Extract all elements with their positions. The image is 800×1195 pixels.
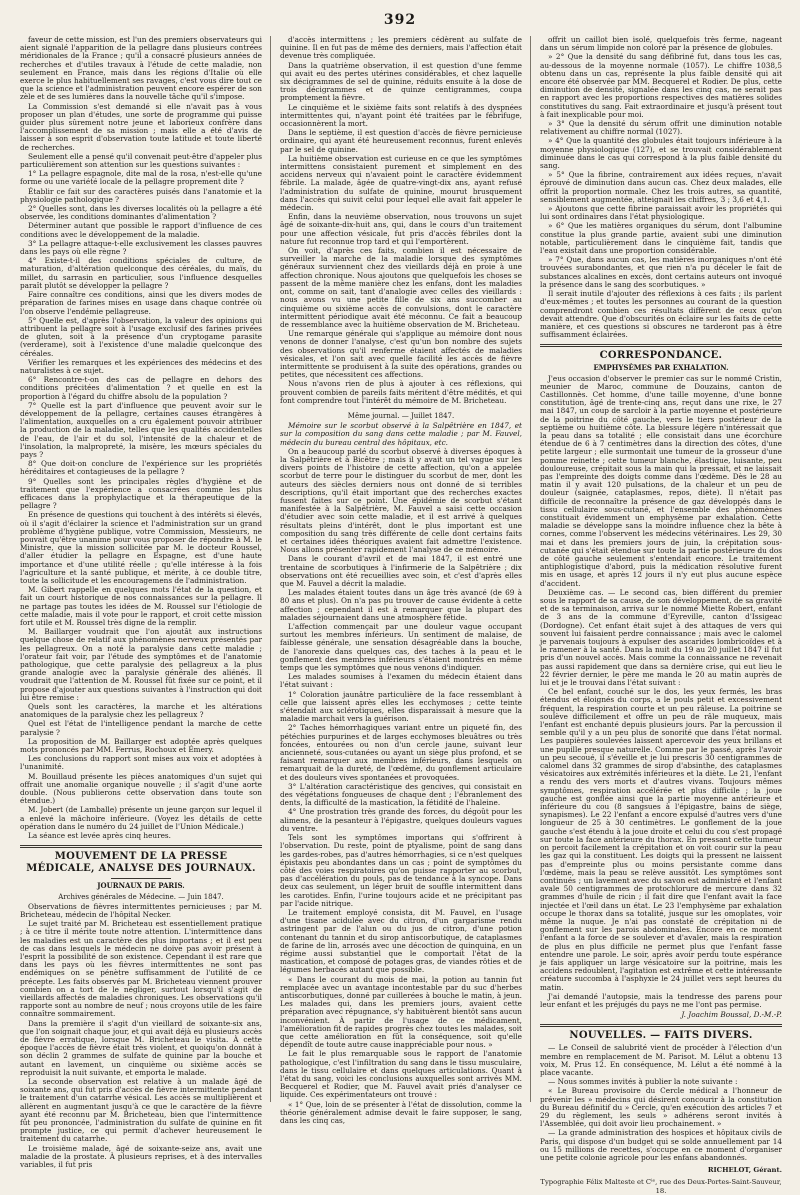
paragraph: 2° Quelles sont, dans les diverses localités où la pellagre a été observée, les conditions dominantes d'alimentation ? <box>20 204 262 222</box>
letter-signature: J. Joachim Boussal, D.-M.-P. <box>681 1010 782 1020</box>
paragraph: On a beaucoup parlé du scorbut observé à diverses époques à la Salpêtrière et à Bicêtre ; mais il y avait un tel vague sur les divers points de l'histoire de cette affection, qu'on a appelée scorbut de terre pour le distinguer du scorbut de mer, dont les auteurs des siècles derniers nous ont donné de si terribles descriptions, qu'il était important que des recherches exactes fussent faites sur ce point. Une épidémie de scorbut s'étant manifestée à la Salpêtrière, M. Fauvel a saisi cette occasion d'étudier avec soin cette maladie, et il est arrivé à quelques résultats pleins d'intérêt, dont le plus important est une composition du sang très différente de celle dont certains faits et certaines idées théoriques avaient fait admettre l'existence. Nous allons présenter rapidement l'analyse de ce mémoire. <box>280 446 522 555</box>
paragraph: » 2° Que la densité du sang défibriné fut, dans tous les cas, au-dessous de la moyenne normale (1057). Le chiffre 1038,5 obtenu dans un cas, représente la plus faible densité qui ait encore été observée par MM. Becquerel et Rodier. De plus, cette diminution de densité, signalée dans les cinq cas, ne serait pas en rapport avec les proportions respectives des matières solides constitutives du sang. Fait extraordinaire et jusqu'à présent tout à fait inexplicable pour moi. <box>540 52 782 119</box>
paragraph: Déterminer autant que possible le rapport d'influence de ces conditions avec le développement de la maladie. <box>20 221 262 239</box>
paragraph: Deuxième cas. — Le second cas, bien différent du premier sous le rapport de sa cause, de son développement, de sa gravité et de sa terminaison, arriva sur le nommé Miette Robert, enfant de 3 ans de la commune d'Eyreville, canton d'Issigeac (Dordogne). Cet enfant était sujet à des attaques de vers qui souvent lui faisaient perdre connaissance ; mais avec le calomel je parvenais toujours à expulser des ascarides lombricoïdes et à le ramener à la santé. Dans la nuit du 19 au 20 juillet 1847 il fut pris d'un nouvel accès. Mais comme la connaissance ne revenait pas aussi rapidement que dans sa dernière crise, qui eut lieu le 22 février dernier, le père me manda le 20 au matin auprès de lui et je le trouvai dans l'état suivant : <box>540 587 782 688</box>
paragraph: Établir ce fait sur des caractères puisés dans l'anatomie et la physiologie pathologique ? <box>20 186 262 204</box>
paragraph: Le troisième malade, âgé de soixante-seize ans, avait une maladie de la prostate. À plusieurs reprises, et à des intervalles variables, il fut pris <box>20 1143 262 1169</box>
paragraph: Le fait le plus remarquable sous le rapport de l'anatomie pathologique, c'est l'infiltration du sang dans le tissu musculaire, dans le tissu cellulaire et dans quelques articulations. Quant à l'état du sang, voici les conclusions auxquelles sont arrivés MM. Becquerel et Rodier, que M. Fauvel avait priés d'analyser ce liquide. Ces expérimentateurs ont trouvé : <box>280 1049 522 1100</box>
paragraph: En présence de questions qui touchent à des intérêts si élevés, où il s'agit d'éclairer la science et l'administration sur un grand problème d'hygiène publique, votre Commission, Messieurs, ne pouvait qu'être unanime pour vous proposer de répondre à M. le Ministre, que la mission sollicitée par M. le docteur Roussel, d'aller étudier la pellagre en Espagne, est d'une haute importance et d'une utilité réelle ; qu'elle intéresse à la fois l'agriculture et la santé publique, et mérite, à ce double titre, toute la sollicitude et les encouragemens de l'administration. <box>20 510 262 585</box>
correspondence-subtitle: EMPHYSÈMES PAR EXHALATION. <box>593 363 729 373</box>
paragraph: » 6° Que les matières organiques du sérum, dont l'albumine constitue la plus grande partie, avaient subi une diminution notable, particulièrement dans le cinquième fait, tandis que l'eau existait dans une proportion considérable. <box>540 221 782 256</box>
paragraph: Le traitement employé consista, dit M. Fauvel, en l'usage d'une tisane acidulée avec du citron, d'un gargarisme rendu astringent par de l'alun ou du jus de citron, d'une potion contenant du tannin et du sirop antiscorbutique, de cataplasmes de farine de lin, arrosés avec une décoction de quinquina, en un régime aussi substantiel que le comportait l'état de la mastication, et composé de potages gras, de viandes rôties et de légumes herbacés autant que possible. <box>280 907 522 975</box>
paragraph: — Le Conseil de salubrité vient de procéder à l'élection d'un membre en remplacement de M. Parisot. M. Lélut a obtenu 13 voix, M. Prus 12. En conséquence, M. Lélut a été nommé à la place vacante. <box>540 1043 782 1077</box>
news-title: NOUVELLES. — FAITS DIVERS. <box>569 1030 753 1042</box>
paragraph: 5° Quelle est, d'après l'observation, la valeur des opinions qui attribuent la pellagre soit à l'usage exclusif des farines privées de gluten, soit à la présence d'un cryptogame parasite (verderame), soit à l'existence d'une maladie quelconque des céréales. <box>20 315 262 358</box>
paragraph: J'eus occasion d'observer le premier cas sur le nommé Cristin, meunier de Maroc, commune de Douzains, canton de Castillonnès. Cet homme, d'une taille moyenne, d'une bonne constitution, âgé de trente-cinq ans, reçut dans une rixe, le 27 mai 1847, un coup de sarcloir à la partie moyenne et postérieure de la poitrine du côté gauche, vers le tiers postérieur de la septième ou huitième côte. La blessure légère n'intéressait que la peau dans sa totalité ; elle consistait dans une écorchure étendue de 6 à 7 centimètres dans la direction des côtes, d'une petite largeur ; elle surmontait une tumeur de la grosseur d'une pomme reinette ; cette tumeur blanche, élastique, luisante, peu douloureuse, crépitait sous la main qui la pressait, et ne laissait pas l'empreinte des doigts comme dans l'œdème. Dès le 28 au matin il y avait 120 pulsations, de la chaleur et un peu de douleur (saignée, cataplasmes, repos, diète). Il n'était pas difficile de reconnaître la présence de gaz développés dans le tissu cellulaire sous-cutané, et l'ensemble des phénomènes constituait évidemment un emphysème par exhalation. Cette maladie se développe sans la moindre influence chez la bête à cornes, comme l'observent les médecins vétérinaires. Les 29, 30 mai et dans les premiers jours de juin, la crépitation sous-cutanée qui s'était étendue sur toute la partie postérieure du dos de côté gauche seulement s'entendait encore. Le traitement antiphlogistique d'abord, puis la médication résolutive furent mis en usage, et après 12 jours il n'y eut plus aucune espèce d'accident. <box>540 373 782 588</box>
paragraph: Les conclusions du rapport sont mises aux voix et adoptées à l'unanimité. <box>20 754 262 772</box>
journal-source: Archives générales de Médecine. — Juin 1847. <box>58 892 224 901</box>
paragraph: » 5° Que la fibrine, contrairement aux idées reçues, n'avait éprouvé de diminution dans aucun cas. Chez deux malades, elle offrit la proportion normale. Chez les trois autres, sa quantité, sensiblement augmentée, atteignait les chiffres, 3 ; 3,6 et 4,1. <box>540 170 782 204</box>
paragraph: L'affection commençait par une douleur vague occupant surtout les membres inférieurs. Un sentiment de malaise, de faiblesse générale, une sensation désagréable dans la bouche, de l'anorexie dans quelques cas, des taches à la peau et le gonflement des membres inférieurs s'étaient montrés en même temps que les symptômes que nous venons d'indiquer. <box>280 622 522 673</box>
page-number: 392 <box>383 12 417 28</box>
paragraph: Il serait inutile d'ajouter des réflexions à ces faits ; ils parlent d'eux-mêmes ; et toutes les personnes au courant de la question comprendront combien ces résultats diffèrent de ceux qu'on devait attendre. Que d'obscurités on éclaire sur les faits de cette manière, et ces questions si obscures ne tarderont pas à être suffisamment éclairées. <box>540 289 782 340</box>
paragraph: Quel est l'état de l'intelligence pendant la marche de cette paralysie ? <box>20 719 262 737</box>
paragraph: « Le Bureau provisoire du Cercle médical a l'honneur de prévenir les » médecins qui désirent concourir à la constitution du Bureau définitif du » Cercle, qu'en exécution des articles 7 et 29 du règlement, les seuls » adhérens seront invités à l'Assemblée, qui doit avoir lieu prochainement. » <box>540 1086 782 1129</box>
paragraph: 3° L'altération caractéristique des gencives, qui consistait en des végétations fongueuses de chaque dent ; l'ébranlement des dents, la difficulté de la mastication, la fétidité de l'haleine. <box>280 781 522 808</box>
paragraph: La séance est levée après cinq heures. <box>28 831 171 841</box>
paragraph: Dans le courant d'avril et de mai 1847, il est entré une trentaine de scorbutiques à l'infirmerie de la Salpêtrière ; dix observations ont été recueillies avec soin, et c'est d'après elles que M. Fauvel a décrit la maladie. <box>280 554 522 588</box>
paragraph: Dans la quatrième observation, il est question d'une femme qui avait eu des pertes utérines considérables, et chez laquelle six décigrammes de sel de quinine, réduits ensuite à la dose de trois décigrammes et de quinze centigrammes, coupa promptement la fièvre. <box>280 60 522 103</box>
paragraph: Dans la première il s'agit d'un vieillard de soixante-six ans, que l'on soignait chaque jour, et qui avait déjà eu plusieurs accès de fièvre erratique, lorsque M. Bricheteau le visita. À cette époque l'accès de fièvre était très violent, et quoiqu'on donnât à son déclin 2 grammes de sulfate de quinine par la bouche et autant en lavement, un cinquième ou sixième accès se reproduisit la nuit suivante, et emporta le malade. <box>20 1018 262 1077</box>
column-divider <box>270 36 271 1102</box>
paragraph: Observations de fièvres intermittentes pernicieuses ; par M. Bricheteau, médecin de l'hôpital Necker. <box>20 901 262 919</box>
paragraph: » 7° Que, dans aucun cas, les matières inorganiques n'ont été trouvées surabondantes, et que rien n'a pu déceler le fait de substances alcalines en excès, dont certains auteurs ont invoqué la présence dans le sang des scorbutiques. » <box>540 255 782 289</box>
paragraph: 8° Que doit-on conclure de l'expérience sur les propriétés héréditaires et contagieuses de la pellagre ? <box>20 459 262 477</box>
paragraph: Vérifier les remarques et les expériences des médecins et des naturalistes à ce sujet. <box>20 357 262 375</box>
paragraph: La huitième observation est curieuse en ce que les symptômes intermittens consistaient purement et simplement en des accidens nerveux qui n'avaient point le caractère évidemment fébrile. La malade, âgée de quatre-vingt-dix ans, ayant refusé l'administration du sulfate de quinine, mourut brusquement dans l'accès qui suivit celui pour lequel elle avait fait appeler le médecin. <box>280 153 522 213</box>
column-3 <box>540 35 782 1195</box>
correspondence-letter <box>540 375 782 1010</box>
manager-signature: RICHELOT, Gérant. <box>707 1166 782 1175</box>
printer-imprint: Typographie Félix Malteste et Cⁱᵉ, rue des Deux-Portes-Saint-Sauveur, 18. <box>540 1178 782 1195</box>
paragraph: » 4° Que la quantité des globules était toujours inférieure à la moyenne physiologique (127), et se trouvait considérablement diminuée dans le cas qui correspond à la plus faible densité du sang. <box>540 136 782 171</box>
memoire-title: Mémoire sur le scorbut observé à la Salpêtrière en 1847, et sur la composition du sang dans cette maladie ; par M. Fauvel, médecin du bureau central des hôpitaux, etc. <box>280 421 522 447</box>
paragraph: — La grande administration des hospices et hôpitaux civils de Paris, qui dispose d'un budget qui se solde annuellement par 14 ou 15 millions de recettes, s'occupe en ce moment d'organiser une petite colonie agricole pour les enfans abandonnés. <box>540 1128 782 1162</box>
news-items <box>540 1044 782 1162</box>
paragraph: M. Jobert (de Lamballe) présente un jeune garçon sur lequel il a enlevé la mâchoire inférieure. (Voyez les détails de cette opération dans le numéro du 24 juillet de l'Union Médicale.) <box>20 805 262 831</box>
paragraph: Faire connaître ces conditions, ainsi que les divers modes de préparation de farines mises en usage dans chaque contrée où l'on observe l'endémie pellagreuse. <box>20 290 262 316</box>
paragraph: Le sujet traité par M. Bricheteau est essentiellement pratique ; à ce titre il mérite toute notre attention. L'intermittence dans les maladies est un caractère des plus importans ; et il est peu de cas dans lesquels le médecin ne doive pas avoir présent à l'esprit la possibilité de son existence. Cependant il est rare que dans les pays où les fièvres intermittentes ne sont pas endémiques on se pénètre suffisamment de l'utilité de ce précepte. Les faits observés par M. Bricheteau viennent prouver combien on a tort de le négliger, surtout lorsqu'il s'agit de vieillards affectés de maladies chroniques. Les observations qu'il rapporte sont au nombre de neuf ; nous croyons utile de les faire connaître sommairement. <box>20 919 262 1019</box>
paragraph: — Nous sommes invités à publier la note suivante : <box>548 1077 738 1087</box>
section-rule <box>20 845 262 848</box>
paragraph: La Commission s'est demandé si elle n'avait pas à vous proposer un plan d'études, une sorte de programme qui puisse guider plus sûrement notre jeune et laborieux confrère dans l'accomplissement de sa mission ; mais elle a été d'avis de laisser à son esprit d'observation toute latitude et toute liberté de recherches. <box>20 101 262 152</box>
column-divider <box>530 36 531 1102</box>
paragraph: La proposition de M. Baillarger est adoptée après quelques mots prononcés par MM. Ferrus, Rochoux et Émery. <box>20 736 262 755</box>
paragraph: 3° La pellagre attaque-t-elle exclusivement les classes pauvres dans les pays où elle règne ? <box>20 238 262 257</box>
paragraph: Le cinquième et le sixième faits sont relatifs à des dyspnées intermittentes qui, n'ayant point été traitées par le fébrifuge, occasionnèrent la mort. <box>280 102 522 129</box>
paragraph: 1° La pellagre espagnole, dite mal de la rosa, n'est-elle qu'une forme ou une variété locale de la pellagre proprement dite ? <box>20 169 262 187</box>
paragraph: » Ajoutons que cette fibrine paraissait avoir les propriétés qui lui sont ordinaires dans l'état physiologique. <box>540 204 782 222</box>
column-2 <box>280 35 522 1125</box>
short-rule <box>111 878 171 879</box>
paragraph: offrit un caillot bien isolé, quelquefois très ferme, nageant dans un sérum limpide non coloré par la présence de globules. <box>540 35 782 53</box>
paragraph: 2° Taches hémorrhagiques variant entre un piqueté fin, des pétéchies purpurines et de larges ecchymoses bleuâtres ou très foncées, entourées ou non d'un cercle jaune, suivant leur ancienneté, sous-cutanées ou ayant un siège plus profond, et se faisant remarquer aux membres inférieurs, dans lesquels on remarquait de la dureté, de l'œdème, du gonflement articulaire et des douleurs vives spontanées et provoquées. <box>280 723 522 782</box>
paragraph: M. Bouillaud présente les pièces anatomiques d'un sujet qui offrait une anomalie organique nouvelle ; il s'agit d'une aorte double. (Nous publierons cette observation dans toute son étendue.) <box>20 771 262 806</box>
paragraph: » 3° Que la densité du sérum offrit une diminution notable relativement au chiffre normal (1027). <box>540 119 782 137</box>
paragraph: faveur de cette mission, est l'un des premiers observateurs qui aient signalé l'apparition de la pellagre dans plusieurs contrées méridionales de la France ; qu'il a consacré plusieurs années de recherches et d'utiles travaux à l'étude de cette maladie, non seulement en France, mais dans les régions d'Italie où elle exerce le plus habituellement ses ravages, c'est vous dire tout ce que la science et l'administration peuvent encore espérer de son zèle et de ses lumières dans la nouvelle tâche qu'il s'impose. <box>20 35 262 102</box>
journal-line: Même journal. — Juillet 1847. <box>347 411 455 420</box>
column-1 <box>20 35 262 1169</box>
paragraph: Ce bel enfant, couché sur le dos, les yeux fermés, les bras étendus et éloignés du corps, a le pouls petit et excessivement fréquent, la respiration courte et un peu râleuse. La poitrine se soulève difficilement et offre un peu de râle muqueux, mais l'enfant est enchanté depuis plusieurs jours. Par la percussion il semble qu'il y a un peu plus de sonorité que dans l'état normal. Les paupières soulevées laissent apercevoir des yeux brillans et une pupille presque naturelle. Comme par le passé, après l'avoir un peu secoué, il s'éveille et je lui prescris 30 centigrammes de calomel dans 32 grammes de sirop d'absinthe, des cataplasmes vésicatoires aux extrémités inférieures et la diète. Le 21, l'enfant a rendu des vers morts et d'autres vivans. Toujours mêmes symptômes, respiration accélérée et plus difficile ; la joue gauche est gonflée ainsi que la partie moyenne antérieure et inférieure du cou (8 sangsues à l'épigastre, bains de siège, synapismes). Le 22 l'enfant a encore expulsé d'autres vers d'une longueur de 25 à 30 centimètres. Le gonflement de la joue gauche s'est étendu à la joue droite et celui du cou s'est propagé sur toute la face antérieure du thorax. En pressant cette tumeur on percoit facilement la crépitation et on voit courir sur la peau les gaz qui la constituent. Les doigts qui la pressent ne laissent pas d'empreinte plus ou moins persistante comme dans l'œdème, mais la peau se relève aussitôt. Les symptômes sont continués ; un lavement avec du savon est administré et l'enfant avale 50 centigrammes de protochlorure de mercure dans 32 grammes d'huile de ricin ; il fait dire que l'enfant avait la face injectée et l'œil dans un état. Le 23 l'emphysème par exhalation occupe le thorax dans sa totalité, jusque sur les omoplates, voir même la nuque. Je n'ai pas constaté de crépitation ni de gonflement sur les parois abdominales. Encore en ce moment l'enfant a la force de se soulever et d'avaler, mais la respiration de plus en plus difficile ne permet plus que l'enfant fasse entendre une parole. Le soir, après avoir perdu toute espérance je fais appliquer un large vésicatoire sur la poitrine, mais les accidens redoublent, l'agitation est extrême et cette intéressante créature succomba à l'asphyxie le 24 juillet vers sept heures du matin. <box>540 687 782 992</box>
paragraph: Quels sont les caractères, la marche et les altérations anatomiques de la paralysie chez les pellagreux ? <box>20 702 262 720</box>
paragraph: Tels sont les symptômes importans qui s'offrirent à l'observation. Du reste, point de ptyalisme, point de sang dans les gardes-robes, pas d'autres hémorrhagies, si ce n'est quelques épistaxis peu abondantes dans un cas ; point de symptômes du côté des voies respiratoires qu'on puisse rapporter au scorbut, pas d'accélération du pouls, pas de tendance à la syncope. Dans deux cas seulement, un léger bruit de souffle intermittent dans les carotides. Enfin, l'urine toujours acide et ne précipitant pas par l'acide nitrique. <box>280 833 522 908</box>
press-section-subtitle: JOURNAUX DE PARIS. <box>97 881 185 891</box>
paragraph: Les malades soumises à l'examen du médecin étaient dans l'état suivant : <box>280 672 522 690</box>
paragraph: d'accès intermittens ; les premiers cédèrent au sulfate de quinine. Il en fut pas de même des derniers, mais l'affection était devenue très compliquée. <box>280 35 522 61</box>
paragraph: M. Baillarger voudrait que l'on ajoutât aux instructions quelque chose de relatif aux phénomènes nerveux présentés par les pellagreux. On a noté la paralysie dans cette maladie ; l'orateur fait voir, par l'étude des symptômes et de l'anatomie pathologique, que cette paralysie des pellagreux a la plus grande analogie avec la paralysie générale des aliénés. Il voudrait que l'attention de M. Roussel fût fixée sur ce point, et il propose d'ajouter aux questions suivantes à l'instruction qui doit lui être remise : <box>20 627 262 702</box>
paragraph: Nous n'avons rien de plus à ajouter à ces réflexions, qui prouvent combien de pareils faits méritent d'être médités, et qui font comprendre tout l'intérêt du mémoire de M. Bricheteau. <box>280 379 522 405</box>
section-rule <box>540 1024 782 1027</box>
paragraph: « 1° Que, loin de se présenter à l'état de dissolution, comme la théorie généralement admise devait le faire supposer, le sang, dans les cinq cas, <box>280 1099 522 1125</box>
press-section-title: MOUVEMENT DE LA PRESSE MÉDICALE, ANALYSE DES JOURNAUX. <box>26 851 256 875</box>
paragraph: Enfin, dans la neuvième observation, nous trouvons un sujet âgé de soixante-dix-huit ans, qui, dans le cours d'un traitement pour une affection vésicale, fut pris d'accès fébriles dont la nature fut reconnue trop tard et qui l'emportèrent. <box>280 212 522 246</box>
paragraph: M. Gibert rappelle en quelques mots l'état de la question, et fait un court historique de nos connaissances sur la pellagre. Il ne partage pas toutes les idées de M. Roussel sur l'étiologie de cette maladie, mais il vote pour le rapport, et croit cette mission fort utile et M. Roussel très digne de la remplir. <box>20 585 262 628</box>
fevers-analysis <box>280 36 522 405</box>
paragraph: Seulement elle a pensé qu'il convenait peut-être d'appeler plus particulièrement son attention sur les questions suivantes : <box>20 151 262 170</box>
paragraph: On voit, d'après ces faits, combien il est nécessaire de surveiller la marche de la maladie lorsque des symptômes généraux surviennent chez des vieillards déjà en proie à une affection chronique. Nous ajoutons que quelquefois les choses se passent de la même manière chez les enfans, dont les maladies ont, comme on sait, tant d'analogie avec celles des vieillards : nous avons vu une petite fille de six ans succomber au cinquième ou sixième accès de convulsions, dont le caractère intermittent périodique avait été méconnu. Ce fait a beaucoup de ressemblance avec la huitième observation de M. Bricheteau. <box>280 246 522 329</box>
paragraph: 7° Quelle est la part d'influence que peuvent avoir sur le développement de la pellagre, certaines causes étrangères à l'alimentation, auxquelles on a cru également pouvoir attribuer la production de la maladie, telles que les qualités accidentelles de l'eau, de l'air et du sol, l'intensité de la chaleur et de l'insolation, la malpropreté, la misère, les mœurs spéciales du pays ? <box>20 400 262 459</box>
paragraph: 1° Coloration jaunâtre particulière de la face ressemblant à celle que laissent après elles les ecchymoses ; cette teinte s'étendait aux sclérotiques, elles disparaissait à mesure que la maladie marchait vers la guérison. <box>280 689 522 724</box>
paragraph: « Dans le courant du mois de mai, la potion au tannin fut remplacée avec un avantage incontestable par du suc d'herbes antiscorbutiques, donné par cuillerées à bouche le matin, à jeun. Les malades qui, dans les premiers jours, avaient cette préparation avec répugnance, s'y habituèrent bientôt sans aucun inconvénient. À partir de l'usage de ce médicament, l'amélioration fit de rapides progrès chez toutes les malades, soit que cette amélioration en fût la conséquence, soit qu'elle dépendît de toute autre cause inappréciable pour nous. » <box>280 974 522 1050</box>
paragraph: 9° Quelles sont les principales règles d'hygiène et de traitement que l'expérience a consacrées comme les plus efficaces dans la prophylactique et la thérapeutique de la pellagre ? <box>20 476 262 511</box>
paragraph: Une remarque générale qui s'applique au mémoire dont nous venons de donner l'analyse, c'est qu'un bon nombre des sujets des observations qu'il renferme étaient affectés de maladies vésicales, et l'on sait avec quelle facilité les accès de fièvre intermittente se produisent à la suite des opérations, grandes ou petites, que nécessitent ces affections. <box>280 329 522 380</box>
section-rule <box>540 344 782 347</box>
paragraph: 6° Rencontre-t-on des cas de pellagre en dehors des conditions précitées d'alimentation ? et quelle en est la proportion à l'égard du chiffre absolu de la population ? <box>20 375 262 401</box>
press-analysis <box>20 903 262 1170</box>
paragraph: 4° Une prostration très grande des forces, du dégoût pour les alimens, de la pesanteur à l'épigastre, quelques douleurs vagues du ventre. <box>280 807 522 833</box>
scurvy-conclusions <box>540 36 782 339</box>
scurvy-analysis <box>280 448 522 1125</box>
paragraph: J'ai demandé l'autopsie, mais la tendresse des parens pour leur enfant et les préjugés du pays ne me l'ont pas permise. <box>540 991 782 1009</box>
correspondence-title: CORRESPONDANCE. <box>599 350 723 362</box>
paragraph: La seconde observation est relative à un malade âgé de soixante ans, qui fut pris d'accès de fièvre intermittente pendant le traitement d'un catarrhe vésical. Les accès se multiplièrent et allèrent en augmentant jusqu'à ce que le caractère de la fièvre ayant été reconnu par M. Bricheteau, bien que l'intermittence fût peu prononcée, l'administration du sulfate de quinine en fit prompte justice, ce qui permit d'achever heureusement le traitement du catarrhe. <box>20 1076 262 1144</box>
paragraph: Dans le septième, il est question d'accès de fièvre pernicieuse ordinaire, qui ayant été heureusement reconnus, furent enlevés par le sel de quinine. <box>280 128 522 154</box>
short-rule <box>371 408 431 409</box>
paragraph: 4° Existe-t-il des conditions spéciales de culture, de maturation, d'altération quelconque des céréales, du maïs, du millet, du sarrasin en particulier, sous l'influence desquelles paraît plutôt se développer la pellagre ? <box>20 256 262 290</box>
paragraph: Les malades étaient toutes dans un âge très avancé (de 69 à 80 ans et plus). On n'a pas pu trouver de cause évidente à cette affection ; cependant il est à remarquer que la plupart des malades séjournaient dans une atmosphère fétide. <box>280 588 522 622</box>
commission-report <box>20 36 262 840</box>
